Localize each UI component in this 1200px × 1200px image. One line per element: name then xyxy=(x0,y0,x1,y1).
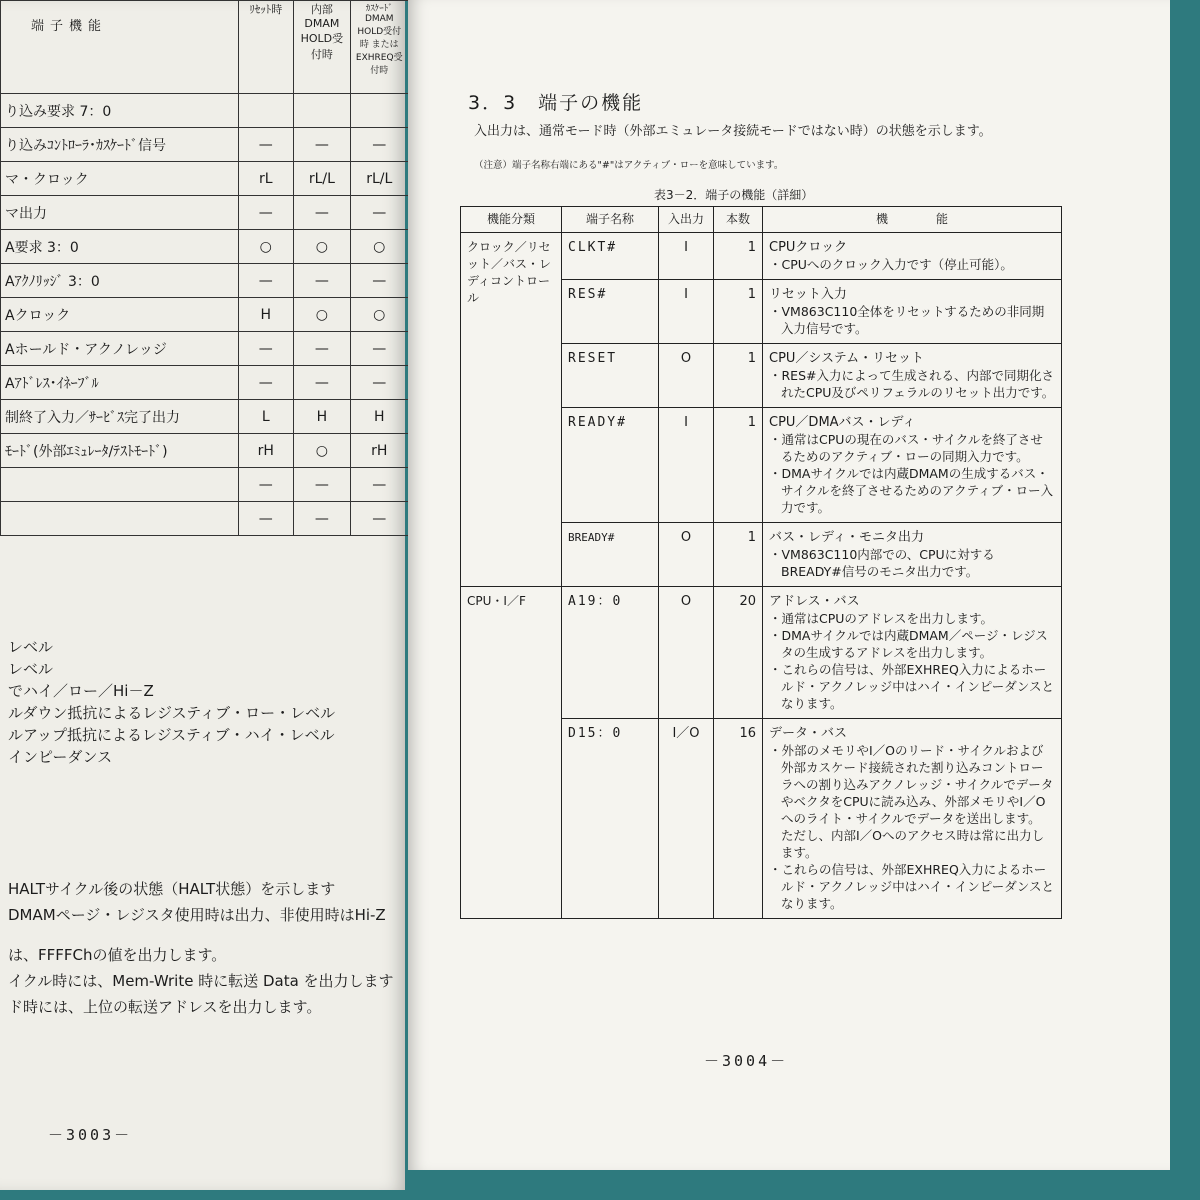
footnote-line: は、FFFFChの値を出力します。 xyxy=(8,946,227,964)
reset-state: — xyxy=(238,128,293,162)
reset-state: — xyxy=(238,332,293,366)
signal-name: り込みｺﾝﾄﾛｰﾗ･ｶｽｹｰﾄﾞ信号 xyxy=(1,128,239,162)
pin-function xyxy=(763,280,1062,344)
exhreq-state: ○ xyxy=(350,298,408,332)
legend-line: インピーダンス xyxy=(8,748,113,766)
exhreq-state: — xyxy=(350,128,408,162)
footnote-line: ド時には、上位の転送アドレスを出力します。 xyxy=(8,998,322,1016)
exhreq-state xyxy=(350,94,408,128)
signal-row xyxy=(1,162,420,196)
pin-count: 1 xyxy=(714,344,763,408)
signal-row xyxy=(1,230,420,264)
signal-row xyxy=(1,298,420,332)
legend-line: でハイ／ロー／Hi－Z xyxy=(8,682,154,700)
reset-state: — xyxy=(238,468,293,502)
signal-name: Aｱｸﾉﾘｯｼﾞ 3：0 xyxy=(1,264,239,298)
function-item: ・DMAサイクルでは内蔵DMAMの生成するバス・サイクルを終了させるためのアクティブ・ロー入力です。 xyxy=(769,466,1054,515)
pin-count: 1 xyxy=(714,280,763,344)
exhreq-state: — xyxy=(350,332,408,366)
signal-row xyxy=(1,264,420,298)
pin-io: O xyxy=(659,344,714,408)
signal-name: Aｱﾄﾞﾚｽ･ｲﾈｰﾌﾞﾙ xyxy=(1,366,239,400)
category-cell: クロック／リセット／バス・レディコントロール xyxy=(461,233,562,587)
header-count: 本数 xyxy=(714,207,763,233)
header-function: 機 能 xyxy=(763,207,1062,233)
function-item: ・通常はCPUの現在のバス・サイクルを終了させるためのアクティブ・ローの同期入力です。 xyxy=(769,432,1043,464)
active-low-note: （注意）端子名称右端にある"#"はアクティブ・ローを意味しています。 xyxy=(474,160,784,171)
function-title: CPUクロック xyxy=(769,240,848,255)
signal-name: り込み要求 7：0 xyxy=(1,94,239,128)
pin-function xyxy=(763,587,1062,719)
exhreq-state: ○ xyxy=(350,230,408,264)
dmam-hold-state: — xyxy=(293,366,350,400)
pin-count: 1 xyxy=(714,408,763,523)
function-item: ・これらの信号は、外部EXHREQ入力によるホールド・アクノレッジ中はハイ・インピーダンスとなります。 xyxy=(769,662,1055,711)
pin-function xyxy=(763,344,1062,408)
reset-state: L xyxy=(238,400,293,434)
pin-function-table xyxy=(460,206,1062,919)
pin-row xyxy=(461,233,1062,280)
exhreq-state: rL/L xyxy=(350,162,408,196)
function-item: ・RES#入力によって生成される、内部で同期化されたCPU及びペリフェラルのリセット出力です。 xyxy=(769,368,1055,400)
legend-notes xyxy=(8,636,335,768)
footnote-line: イクル時には、Mem-Write 時に転送 Data を出力します xyxy=(8,972,394,990)
footnote-line xyxy=(8,928,394,942)
signal-state-table xyxy=(0,0,420,536)
signal-row xyxy=(1,434,420,468)
exhreq-state: — xyxy=(350,196,408,230)
header-exhreq: ｶｽｹｰﾄﾞ DMAM HOLD受付時 または EXHREQ受付時 xyxy=(350,1,408,94)
header-pin-function: 端子機能 xyxy=(1,1,239,94)
exhreq-state: — xyxy=(350,502,408,536)
pin-name: A19：0 xyxy=(562,587,659,719)
function-item: ・DMAサイクルでは内蔵DMAM／ページ・レジスタの生成するアドレスを出力します。 xyxy=(769,628,1048,660)
signal-row xyxy=(1,468,420,502)
dmam-hold-state: ○ xyxy=(293,230,350,264)
signal-row xyxy=(1,366,420,400)
legend-line: ルダウン抵抗によるレジスティブ・ロー・レベル xyxy=(8,704,336,722)
dmam-hold-state: — xyxy=(293,332,350,366)
exhreq-state: — xyxy=(350,468,408,502)
dmam-hold-state: ○ xyxy=(293,298,350,332)
signal-name: ﾓｰﾄﾞ(外部ｴﾐｭﾚｰﾀ/ﾃｽﾄﾓｰﾄﾞ) xyxy=(1,434,239,468)
dmam-hold-state: rL/L xyxy=(293,162,350,196)
reset-state: rL xyxy=(238,162,293,196)
function-item: ・CPUへのクロック入力です（停止可能）。 xyxy=(769,257,1013,272)
left-page xyxy=(0,0,405,1190)
footnotes xyxy=(8,876,394,1020)
page-number-right: －3004－ xyxy=(704,1052,789,1070)
header-io: 入出力 xyxy=(659,207,714,233)
pin-io: I xyxy=(659,233,714,280)
pin-name: RESET xyxy=(562,344,659,408)
legend-line: レベル xyxy=(8,660,54,678)
dmam-hold-state: — xyxy=(293,264,350,298)
signal-name: マ出力 xyxy=(1,196,239,230)
signal-name: 制終了入力／ｻｰﾋﾞｽ完了出力 xyxy=(1,400,239,434)
dmam-hold-state xyxy=(293,94,350,128)
header-category: 機能分類 xyxy=(461,207,562,233)
signal-row xyxy=(1,502,420,536)
dmam-hold-state: — xyxy=(293,128,350,162)
function-item: ・VM863C110内部での、CPUに対するBREADY#信号のモニタ出力です。 xyxy=(769,547,995,579)
function-item: ・VM863C110全体をリセットするための非同期入力信号です。 xyxy=(769,304,1045,336)
dmam-hold-state: — xyxy=(293,196,350,230)
function-item: ・外部のメモリやI／Oのリード・サイクルおよび外部カスケード接続された割り込みコントローラへの割り込みアクノレッジ・サイクルでデータやベクタをCPUに読み込み、外部メモリやI／Oへのライト・サイクルでデータを送出します。 xyxy=(769,743,1054,826)
category-cell: CPU・I／F xyxy=(461,587,562,919)
reset-state xyxy=(238,94,293,128)
function-item: ただし、内部I／Oへのアクセス時は常に出力します。 xyxy=(781,828,1045,860)
function-title: リセット入力 xyxy=(769,287,847,302)
function-title: アドレス・バス xyxy=(769,594,860,609)
function-item: ・通常はCPUのアドレスを出力します。 xyxy=(769,611,994,626)
intro-text: 入出力は、通常モード時（外部エミュレータ接続モードではない時）の状態を示します。 xyxy=(474,124,992,139)
function-title: CPU／DMAバス・レディ xyxy=(769,415,916,430)
reset-state: ○ xyxy=(238,230,293,264)
reset-state: — xyxy=(238,366,293,400)
table-caption: 表3－2．端子の機能（詳細） xyxy=(654,188,814,202)
signal-name: A要求 3：0 xyxy=(1,230,239,264)
pin-io: O xyxy=(659,523,714,587)
dmam-hold-state: — xyxy=(293,502,350,536)
signal-name: マ・クロック xyxy=(1,162,239,196)
pin-function xyxy=(763,523,1062,587)
signal-name xyxy=(1,468,239,502)
pin-count: 16 xyxy=(714,719,763,919)
header-pin-name: 端子名称 xyxy=(562,207,659,233)
footnote-line: DMAMページ・レジスタ使用時は出力、非使用時はHi-Z xyxy=(8,906,386,924)
section-title: 3．3 端子の機能 xyxy=(468,92,644,114)
signal-row xyxy=(1,94,420,128)
pin-function xyxy=(763,719,1062,919)
pin-name: RES# xyxy=(562,280,659,344)
pin-name: BREADY# xyxy=(562,523,659,587)
legend-line: ルアップ抵抗によるレジスティブ・ハイ・レベル xyxy=(8,726,335,744)
signal-row xyxy=(1,400,420,434)
signal-name xyxy=(1,502,239,536)
pin-io: O xyxy=(659,587,714,719)
pin-io: I／O xyxy=(659,719,714,919)
legend-line: レベル xyxy=(8,638,54,656)
function-title: CPU／システム・リセット xyxy=(769,351,925,366)
pin-function xyxy=(763,408,1062,523)
reset-state: — xyxy=(238,502,293,536)
exhreq-state: H xyxy=(350,400,408,434)
reset-state: — xyxy=(238,196,293,230)
dmam-hold-state: H xyxy=(293,400,350,434)
exhreq-state: — xyxy=(350,366,408,400)
header-reset: ﾘｾｯﾄ時 xyxy=(238,1,293,94)
pin-name: CLKT# xyxy=(562,233,659,280)
pin-io: I xyxy=(659,408,714,523)
right-page xyxy=(408,0,1170,1170)
signal-row xyxy=(1,128,420,162)
signal-row xyxy=(1,332,420,366)
dmam-hold-state: ○ xyxy=(293,434,350,468)
reset-state: rH xyxy=(238,434,293,468)
pin-count: 20 xyxy=(714,587,763,719)
signal-row xyxy=(1,196,420,230)
reset-state: — xyxy=(238,264,293,298)
footnote-line: HALTサイクル後の状態（HALT状態）を示します xyxy=(8,880,336,898)
signal-name: Aクロック xyxy=(1,298,239,332)
header-internal-dmam: 内部DMAM HOLD受付時 xyxy=(293,1,350,94)
pin-table-header xyxy=(461,207,1062,233)
exhreq-state: rH xyxy=(350,434,408,468)
exhreq-state: — xyxy=(350,264,408,298)
function-title: バス・レディ・モニタ出力 xyxy=(769,530,924,545)
function-title: データ・バス xyxy=(769,726,848,741)
reset-state: H xyxy=(238,298,293,332)
signal-name: Aホールド・アクノレッジ xyxy=(1,332,239,366)
dmam-hold-state: — xyxy=(293,468,350,502)
pin-count: 1 xyxy=(714,233,763,280)
page-number-left: －3003－ xyxy=(48,1126,133,1144)
pin-count: 1 xyxy=(714,523,763,587)
pin-function xyxy=(763,233,1062,280)
function-item: ・これらの信号は、外部EXHREQ入力によるホールド・アクノレッジ中はハイ・インピーダンスとなります。 xyxy=(769,862,1055,911)
pin-name: READY# xyxy=(562,408,659,523)
pin-io: I xyxy=(659,280,714,344)
pin-name: D15：0 xyxy=(562,719,659,919)
pin-row xyxy=(461,587,1062,719)
signal-state-header xyxy=(1,1,420,94)
